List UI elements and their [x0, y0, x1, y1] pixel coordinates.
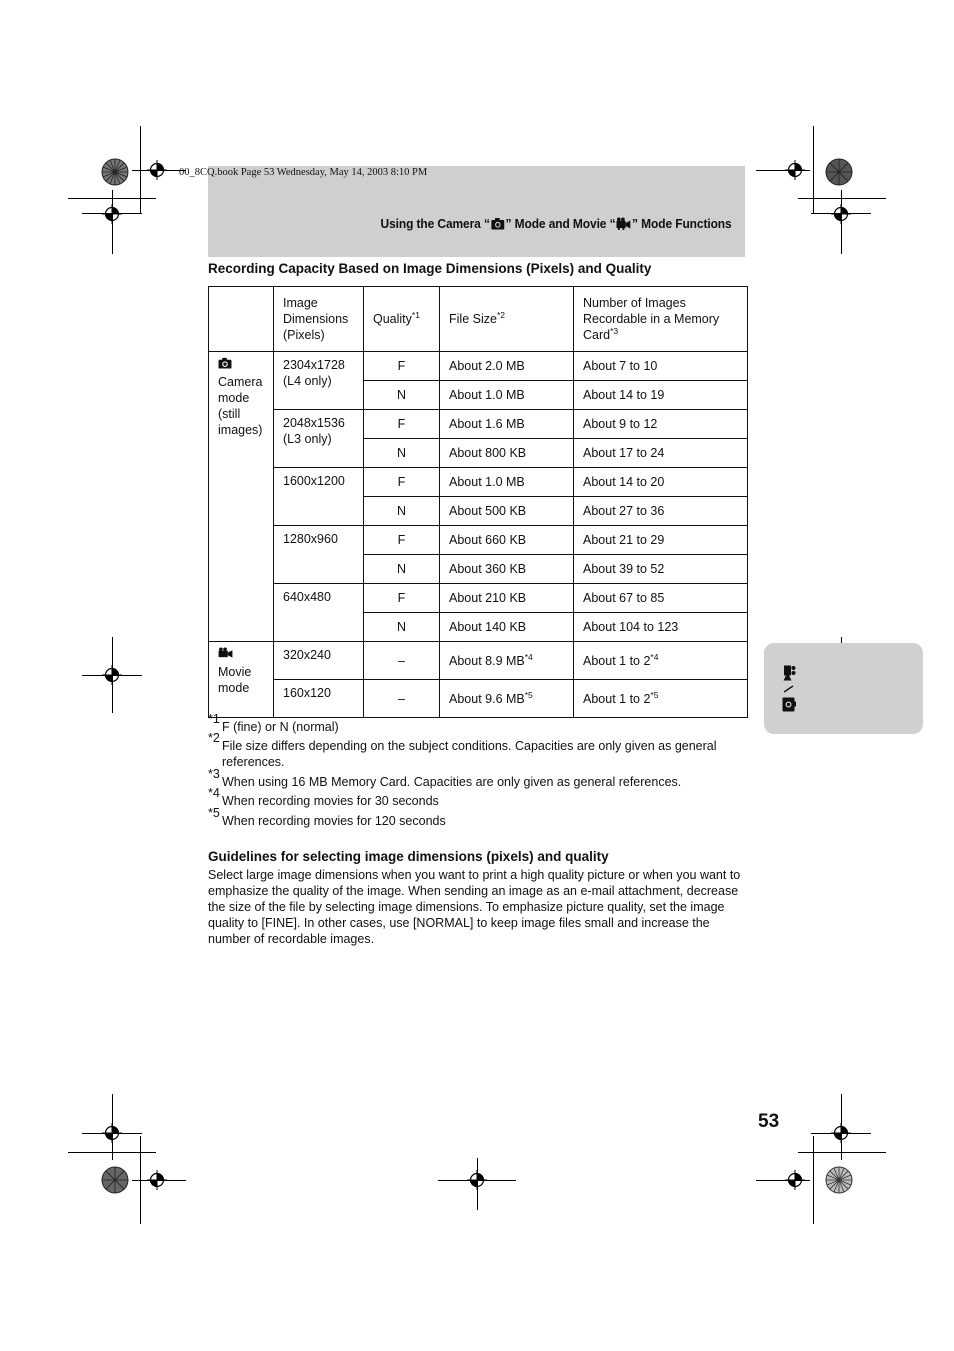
count-cell: About 21 to 29: [574, 526, 748, 555]
header-file-size: [440, 287, 574, 352]
quality-cell: –: [364, 642, 440, 680]
chapter-side-tab: [764, 643, 923, 734]
footnote-text: When recording movies for 120 seconds: [222, 814, 446, 828]
header-mode: [209, 287, 274, 352]
dimensions-cell: 1600x1200: [274, 468, 364, 526]
count-cell: About 17 to 24: [574, 439, 748, 468]
header-quality: [364, 287, 440, 352]
header-dimensions: Image Dimensions (Pixels): [274, 287, 364, 352]
quality-cell: N: [364, 613, 440, 642]
table-row: [209, 642, 748, 680]
dimensions-cell: 160x120: [274, 680, 364, 718]
camera-mode-cell: [209, 352, 274, 642]
movie-mode-label: Movie mode: [218, 665, 252, 695]
header-quality-label: Quality: [373, 312, 412, 326]
registration-mark-icon: [102, 1123, 122, 1143]
header-number-label: Number of Images Recordable in a Memory Card: [583, 296, 720, 342]
footnote-text: When recording movies for 30 seconds: [222, 794, 439, 808]
quality-cell: F: [364, 352, 440, 381]
table-header-row: [209, 287, 748, 352]
count-cell: About 7 to 10: [574, 352, 748, 381]
quality-cell: N: [364, 497, 440, 526]
quality-cell: N: [364, 555, 440, 584]
color-target-icon: [101, 1166, 129, 1194]
file-size-cell: About 1.0 MB: [440, 468, 574, 497]
count-cell: [574, 642, 748, 680]
registration-mark-icon: [785, 160, 805, 180]
header-band: [208, 166, 745, 257]
registration-mark-icon: [467, 1170, 487, 1190]
registration-mark-icon: [785, 1170, 805, 1190]
color-target-icon: [825, 158, 853, 186]
count-value: About 1 to 2: [583, 653, 651, 668]
file-size-mark: *4: [524, 651, 533, 662]
file-size-value: About 8.9 MB: [449, 653, 525, 668]
footnote: *5 When recording movies for 120 seconds: [208, 813, 748, 829]
registration-mark-icon: [147, 1170, 167, 1190]
footnote: *3 When using 16 MB Memory Card. Capacities are only given as general references.: [208, 774, 748, 790]
file-size-cell: [440, 642, 574, 680]
registration-mark-icon: [831, 1123, 851, 1143]
dimensions-cell: 2304x1728 (L4 only): [274, 352, 364, 410]
file-size-cell: About 210 KB: [440, 584, 574, 613]
count-cell: About 67 to 85: [574, 584, 748, 613]
header-title-part1: Using the Camera “: [380, 216, 491, 231]
file-size-cell: About 1.0 MB: [440, 381, 574, 410]
quality-cell: N: [364, 381, 440, 410]
table-row: [209, 352, 748, 381]
camera-icon: [491, 217, 505, 233]
footnote-text: When using 16 MB Memory Card. Capacities are only given as general references.: [222, 775, 682, 789]
camera-mode-label: Camera mode (still images): [218, 375, 263, 437]
file-size-cell: About 2.0 MB: [440, 352, 574, 381]
table-row: [209, 410, 748, 439]
side-tab-icons: [779, 665, 799, 715]
header-quality-mark: *1: [411, 310, 420, 320]
count-cell: [574, 680, 748, 718]
dimensions-cell: 1280x960: [274, 526, 364, 584]
footnote-text: F (fine) or N (normal): [222, 720, 339, 734]
quality-cell: F: [364, 584, 440, 613]
color-target-icon: [825, 1166, 853, 1194]
table-row: [209, 584, 748, 613]
header-file-size-mark: *2: [496, 310, 505, 320]
file-size-cell: About 660 KB: [440, 526, 574, 555]
registration-mark-icon: [831, 204, 851, 224]
quality-cell: F: [364, 410, 440, 439]
movie-mode-cell: [209, 642, 274, 718]
file-size-mark: *5: [524, 689, 533, 700]
file-size-cell: About 800 KB: [440, 439, 574, 468]
header-file-size-label: File Size: [449, 312, 497, 326]
count-cell: About 39 to 52: [574, 555, 748, 584]
table-row: [209, 526, 748, 555]
header-title-part3: ” Mode Functions: [632, 216, 732, 231]
guidelines-body: Select large image dimensions when you want to print a high quality picture or when you want to emphasize the quality of the image. When sending an image as an e-mail attachment, decrease the size of the file by selecting image dimensions. To emphasize picture quality, set the image quality to [FINE]. In other cases, use [NORMAL] to keep image files small and increase the number of recordable images.: [208, 868, 741, 946]
quality-cell: –: [364, 680, 440, 718]
table-row: [209, 680, 748, 718]
movie-camera-icon: [617, 217, 632, 233]
file-size-cell: [440, 680, 574, 718]
quality-cell: N: [364, 439, 440, 468]
section-title: Recording Capacity Based on Image Dimensions (Pixels) and Quality: [208, 261, 652, 276]
guidelines-title: Guidelines for selecting image dimensions (pixels) and quality: [208, 849, 609, 864]
file-size-value: About 9.6 MB: [449, 691, 525, 706]
file-size-cell: About 1.6 MB: [440, 410, 574, 439]
file-size-cell: About 500 KB: [440, 497, 574, 526]
count-cell: About 14 to 19: [574, 381, 748, 410]
file-size-cell: About 140 KB: [440, 613, 574, 642]
camera-icon: [783, 698, 797, 712]
recording-capacity-table: [208, 286, 748, 718]
file-size-cell: About 360 KB: [440, 555, 574, 584]
dimensions-cell: 320x240: [274, 642, 364, 680]
book-info: 00_8CQ.book Page 53 Wednesday, May 14, 2003 8:10 PM: [179, 167, 428, 178]
quality-cell: F: [364, 526, 440, 555]
header-title-part2: ” Mode and Movie “: [505, 216, 616, 231]
header-number-mark: *3: [610, 326, 619, 336]
registration-mark-icon: [102, 665, 122, 685]
footnote: *2 File size differs depending on the subject conditions. Capacities are only given as general references.: [208, 738, 748, 770]
header-number: [574, 287, 748, 352]
page-number: 53: [758, 1111, 780, 1132]
table-row: [209, 468, 748, 497]
count-cell: About 9 to 12: [574, 410, 748, 439]
count-cell: About 27 to 36: [574, 497, 748, 526]
registration-mark-icon: [147, 160, 167, 180]
color-target-icon: [101, 158, 129, 186]
footnote-text: File size differs depending on the subject conditions. Capacities are only given as general references.: [222, 739, 717, 769]
dimensions-cell: 640x480: [274, 584, 364, 642]
footnote: *1 F (fine) or N (normal): [208, 719, 748, 735]
count-value: About 1 to 2: [583, 691, 651, 706]
page-header-title: [381, 216, 732, 233]
movie-camera-icon: [218, 647, 264, 663]
quality-cell: F: [364, 468, 440, 497]
count-mark: *5: [650, 689, 659, 700]
dimensions-cell: 2048x1536 (L3 only): [274, 410, 364, 468]
count-cell: About 14 to 20: [574, 468, 748, 497]
count-cell: About 104 to 123: [574, 613, 748, 642]
camera-icon: [218, 357, 264, 373]
footnote: *4 When recording movies for 30 seconds: [208, 793, 748, 809]
registration-mark-icon: [102, 204, 122, 224]
movie-camera-icon: [784, 666, 796, 681]
count-mark: *4: [650, 651, 659, 662]
